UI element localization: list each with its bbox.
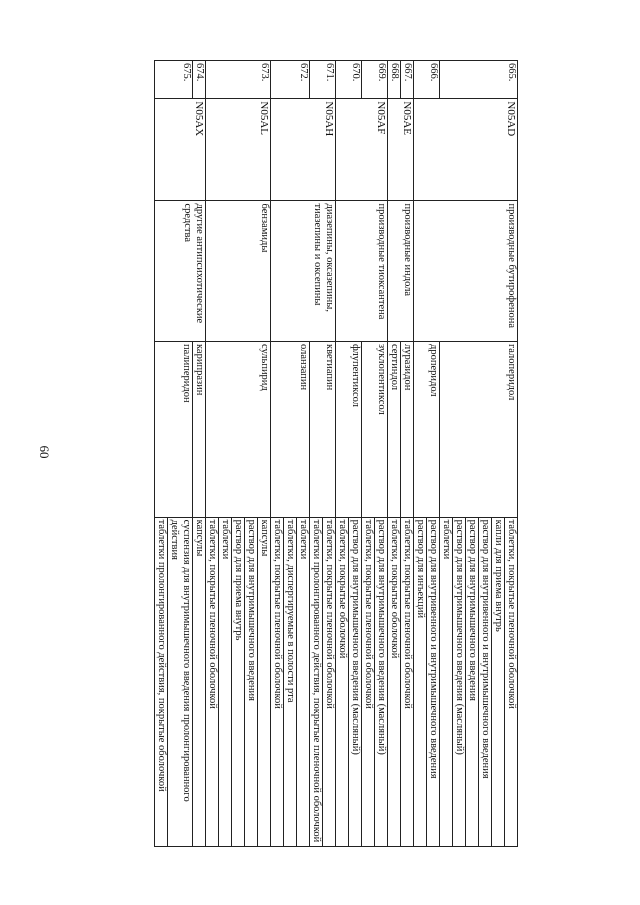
pharmacological-group-cell: бензамиды (206, 201, 271, 342)
dosage-form-cell: таблетки, покрытые пленочной оболочкой (206, 517, 219, 846)
dosage-form-cell: капли для приема внутрь (492, 517, 505, 846)
dosage-form-cell: таблетки, покрытые оболочкой (388, 517, 401, 846)
atc-code-cell: N05AD (414, 99, 518, 201)
dosage-form-cell: таблетки, покрытые пленочной оболочкой (362, 517, 375, 846)
dosage-form-cell: раствор для внутримышечного введения (масляный) (375, 517, 388, 846)
dosage-form-cell: таблетки, покрытые пленочной оболочкой (271, 517, 284, 846)
row-number-cell: 669. (362, 61, 388, 99)
dosage-form-cell: таблетки (219, 517, 232, 846)
dosage-form-cell: раствор для внутримышечного введения (масляный) (453, 517, 466, 846)
medication-table (154, 60, 518, 847)
dosage-form-cell: капсулы (258, 517, 271, 846)
drug-name-cell: зуклопентиксол (362, 341, 388, 517)
row-number-cell: 673. (206, 61, 271, 99)
dosage-form-cell: раствор для внутримышечного введения (масляный) (349, 517, 362, 846)
dosage-form-cell: раствор для внутривенного и внутримышечного введения (479, 517, 492, 846)
atc-code-cell: N05AL (206, 99, 271, 201)
drug-name-cell: оланзапин (271, 341, 310, 517)
drug-name-cell: сертиндол (388, 341, 401, 517)
dosage-form-cell: раствор для внутривенного и внутримышечного введения (427, 517, 440, 846)
table-row (375, 61, 388, 847)
rotated-table-container (110, 60, 518, 847)
page-number: 60 (37, 445, 52, 459)
dosage-form-cell: раствор для инъекций (414, 517, 427, 846)
row-number-cell: 674. (193, 61, 206, 99)
drug-name-cell: палиперидон (155, 341, 193, 517)
dosage-form-cell: раствор для внутримышечного введения (466, 517, 479, 846)
dosage-form-cell: таблетки (440, 517, 453, 846)
table-row (193, 61, 206, 847)
drug-name-cell: карипразин (193, 341, 206, 517)
pharmacological-group-cell: производные бутирофенона (414, 201, 518, 342)
drug-name-cell: луразидон (401, 341, 414, 517)
dosage-form-cell: таблетки, покрытые пленочной оболочкой (401, 517, 414, 846)
dosage-form-cell: таблетки (297, 517, 310, 846)
row-number-cell: 667. (401, 61, 414, 99)
row-number-cell: 675. (155, 61, 193, 99)
row-number-cell: 672. (271, 61, 310, 99)
row-number-cell: 666. (414, 61, 440, 99)
dosage-form-cell: раствор для приема внутрь (232, 517, 245, 846)
dosage-form-cell: таблетки, покрытые пленочной оболочкой (323, 517, 336, 846)
dosage-form-cell: таблетки, покрытые пленочной оболочкой (505, 517, 518, 846)
drug-name-cell: дроперидол (414, 341, 440, 517)
table-row (401, 61, 414, 847)
dosage-form-cell: раствор для внутримышечного введения (245, 517, 258, 846)
atc-code-cell: N05AH (271, 99, 336, 201)
atc-code-cell: N05AX (155, 99, 206, 201)
dosage-form-cell: таблетки, диспергируемые в полости рта (284, 517, 297, 846)
drug-name-cell: галоперидол (440, 341, 518, 517)
pharmacological-group-cell: диазепины, оксазепины, тиазепины и оксепины (271, 201, 336, 342)
atc-code-cell: N05AF (336, 99, 388, 201)
row-number-cell: 670. (336, 61, 362, 99)
table-row (323, 61, 336, 847)
drug-name-cell: флупентиксол (336, 341, 362, 517)
drug-name-cell: кветиапин (310, 341, 336, 517)
row-number-cell: 668. (388, 61, 401, 99)
table-row (505, 61, 518, 847)
dosage-form-cell: капсулы (193, 517, 206, 846)
drug-name-cell: сульпирид (206, 341, 271, 517)
dosage-form-cell: суспензия для внутримышечного введения пролонгированного действия (168, 517, 193, 846)
medication-table-body (155, 61, 518, 847)
pharmacological-group-cell: другие антипсихотические средства (155, 201, 206, 342)
table-row (258, 61, 271, 847)
atc-code-cell: N05AE (388, 99, 414, 201)
dosage-form-cell: таблетки пролонгированного действия, покрытые пленочной оболочкой (310, 517, 323, 846)
dosage-form-cell: таблетки, покрытые оболочкой (336, 517, 349, 846)
pharmacological-group-cell: производные индола (388, 201, 414, 342)
row-number-cell: 671. (310, 61, 336, 99)
row-number-cell: 665. (440, 61, 518, 99)
pharmacological-group-cell: производные тиоксантена (336, 201, 388, 342)
dosage-form-cell: таблетки пролонгированного действия, покрытые оболочкой (155, 517, 168, 846)
